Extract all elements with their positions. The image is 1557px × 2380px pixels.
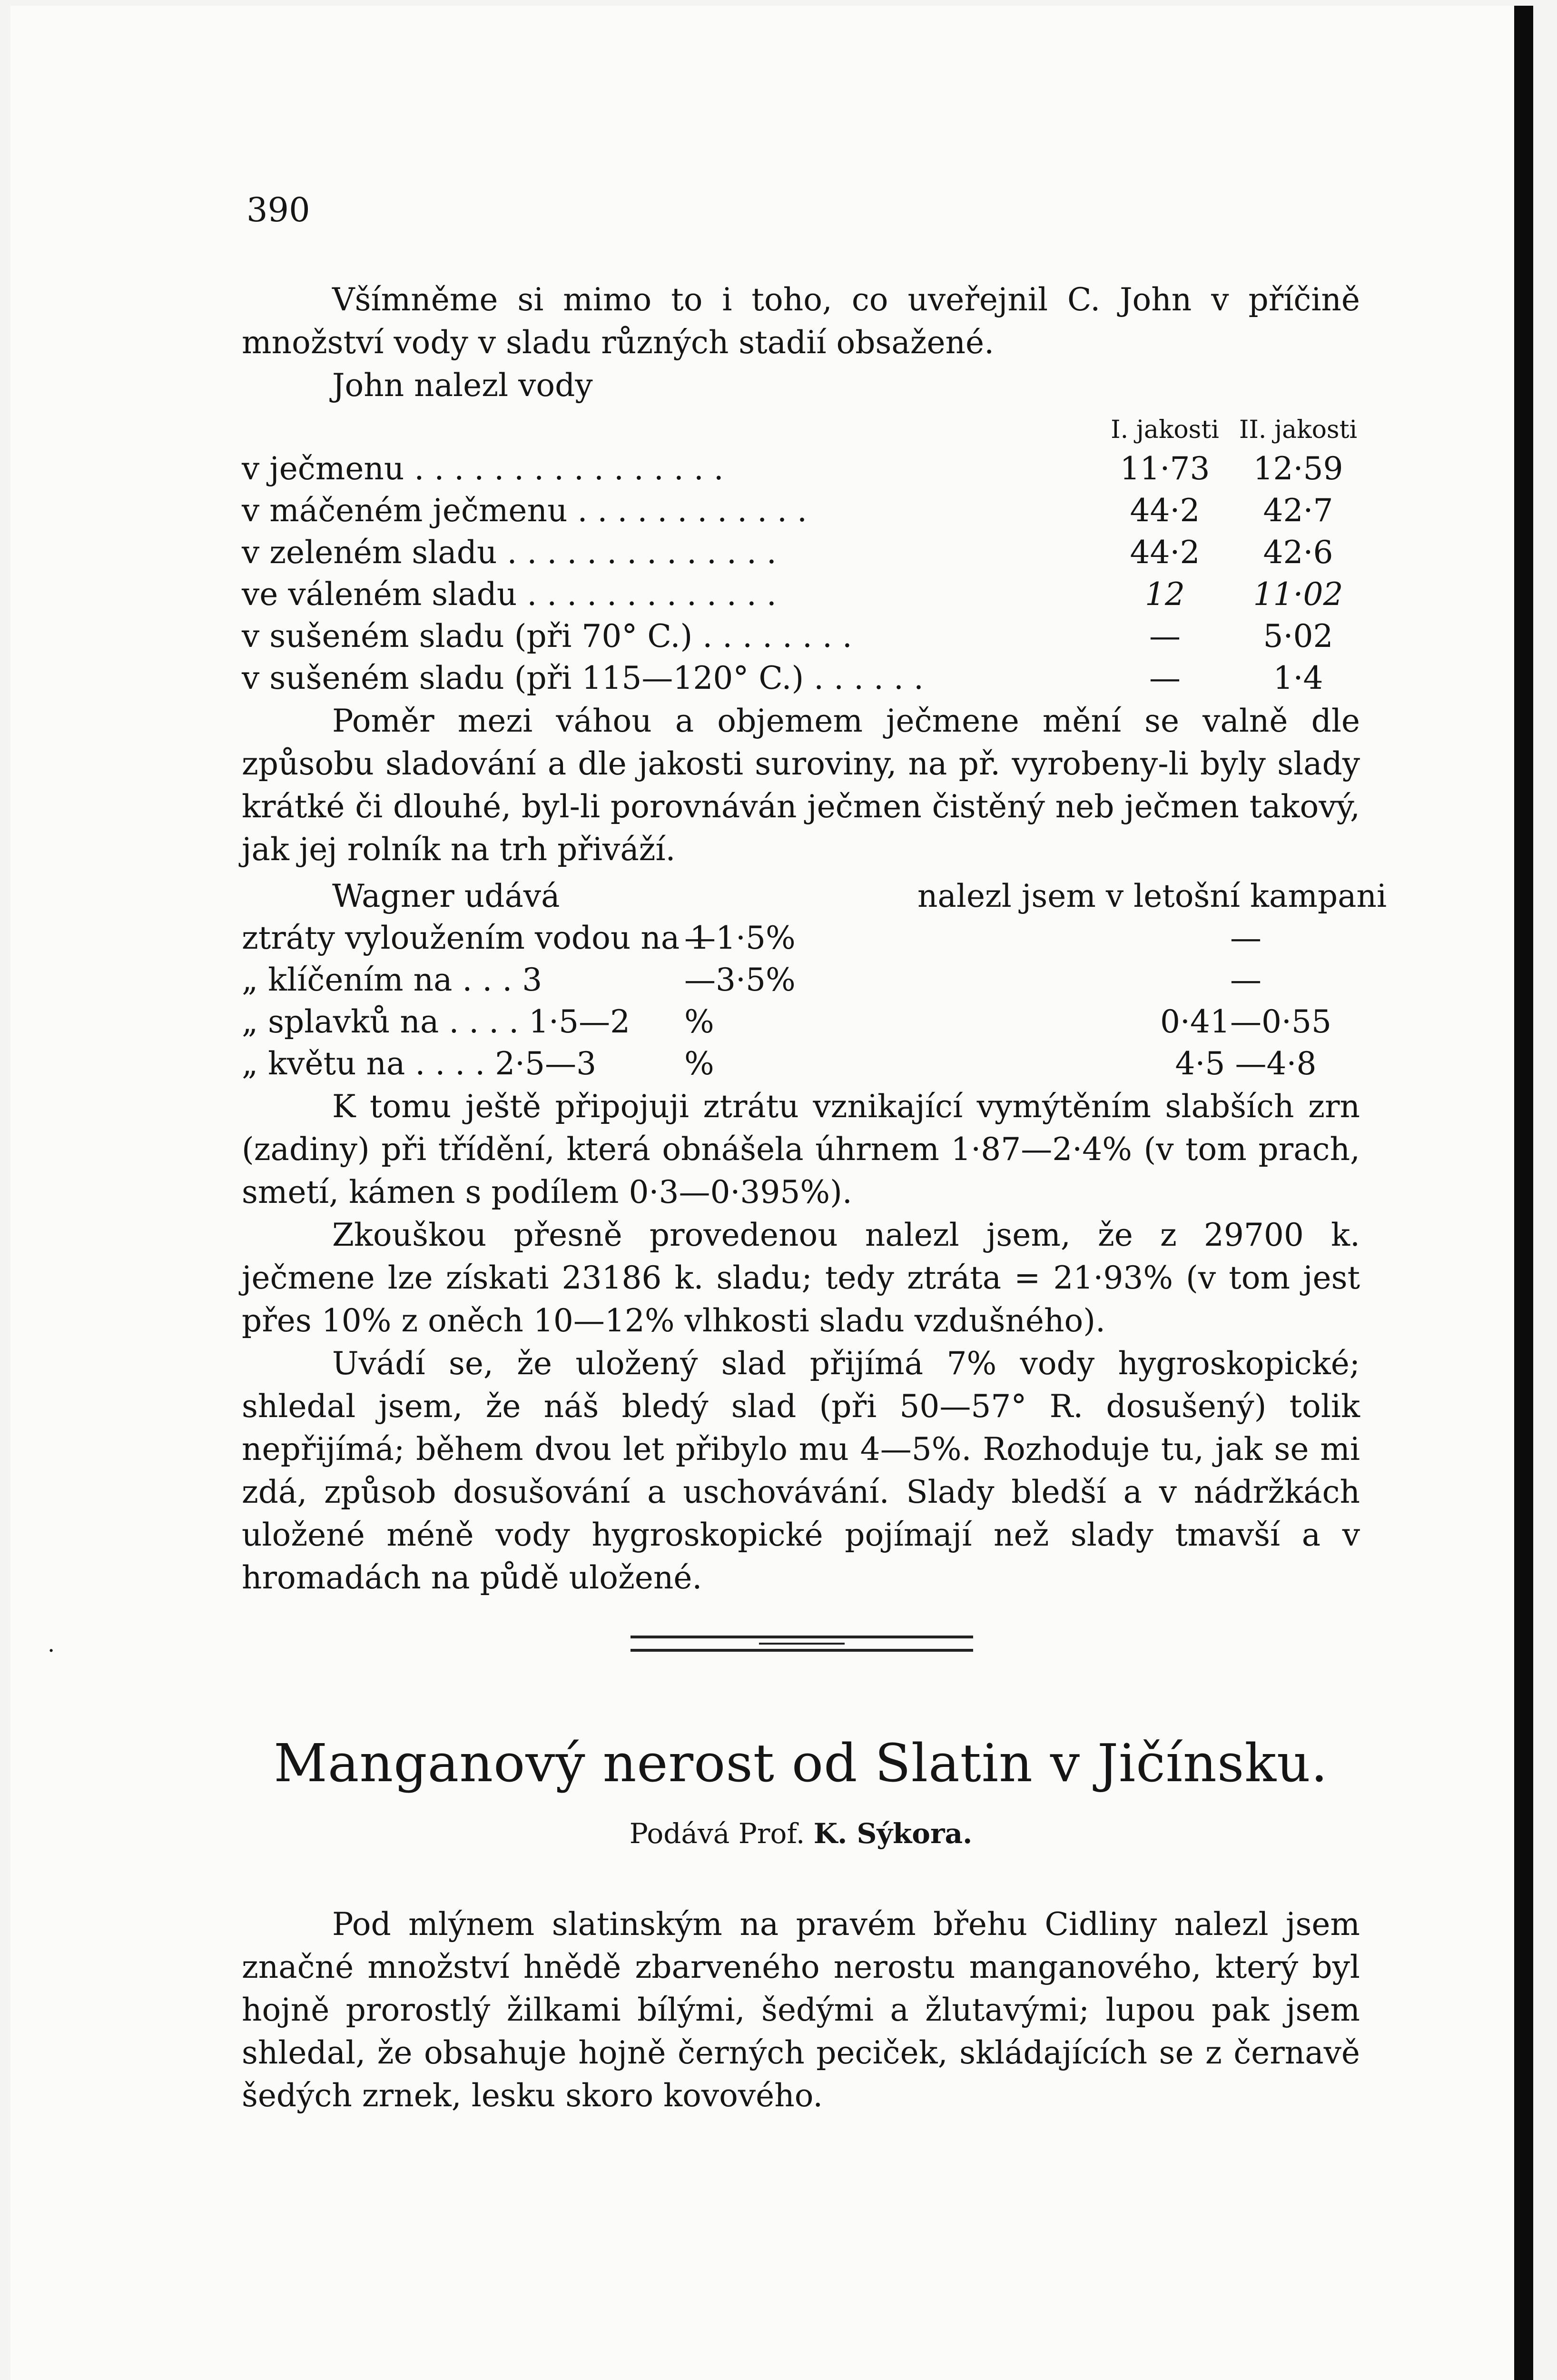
body-block xyxy=(242,1085,1360,1599)
loss-mine: — xyxy=(1230,962,1261,998)
row-value-q1: — xyxy=(1149,660,1181,696)
row-value-q1: 44·2 xyxy=(1130,534,1200,571)
row-value-q1: 12 xyxy=(1145,576,1185,613)
loss-label: „ květu na . . . . 2·5—3 xyxy=(242,1045,597,1082)
row-value-q1: 11·73 xyxy=(1120,450,1210,487)
row-value-q2: 11·02 xyxy=(1253,576,1343,613)
row-value-q2: 12·59 xyxy=(1253,450,1343,487)
loss-mine: — xyxy=(1230,920,1261,956)
row-label: v sušeném sladu (při 70° C.) . . . . . . . . xyxy=(242,618,852,654)
loss-wagner: % xyxy=(684,1045,714,1082)
row-value-q1: 44·2 xyxy=(1130,492,1200,529)
row-value-q1: — xyxy=(1149,618,1181,654)
col-header-quality-2: II. jakosti xyxy=(1239,416,1358,444)
divider-line xyxy=(631,1636,973,1638)
row-value-q2: 42·6 xyxy=(1263,534,1333,571)
loss-table-row xyxy=(242,1042,1360,1085)
ink-speck: · xyxy=(48,1637,55,1664)
loss-header-wagner: Wagner udává xyxy=(332,878,560,914)
water-table-row xyxy=(242,657,1360,700)
col-header-quality-1: I. jakosti xyxy=(1111,416,1219,444)
loss-label: ztráty vyloužením vodou na 1 xyxy=(242,920,710,956)
water-table-row xyxy=(242,573,1360,616)
loss-table-row xyxy=(242,959,1360,1002)
loss-mine: 4·5 —4·8 xyxy=(1175,1045,1317,1082)
article-title: Manganový nerost od Slatin v Jičínsku. xyxy=(274,1733,1328,1794)
intro-lead: John nalezl vody xyxy=(332,367,593,404)
water-table-row xyxy=(242,531,1360,574)
row-value-q2: 1·4 xyxy=(1273,660,1323,696)
paragraph-test: Zkouškou přesně provedenou nalezl jsem, že z 29700 k. ječmene lze získati 23186 k. sladu; tedy ztráta = 21·93% (v tom jest přes 10% z oněch 10—12% vlhkosti sladu vzdušného). xyxy=(242,1217,1360,1339)
byline-prefix: Podává Prof. xyxy=(629,1817,805,1850)
paragraph-sorting-loss: K tomu ještě připojuji ztrátu vznikající vymýtěním slabších zrn (zadiny) při třídění, která obnášela úhrnem 1·87—2·4% (v tom prach, smetí, kámen s podílem 0·3—0·395%). xyxy=(242,1088,1360,1210)
loss-wagner: % xyxy=(684,1003,714,1040)
article-body: Pod mlýnem slatinským na pravém břehu Cidliny nalezl jsem značné množství hnědě zbarveného nerostu manganového, který byl hojně prorostlý žilkami bílými, šedými a žlutavými; lupou pak jsem shledal, že obsahuje hojně černých peciček, skládajících se z černavě šedých zrnek, lesku skoro kovového. xyxy=(242,1906,1360,2114)
byline-author: K. Sýkora. xyxy=(813,1817,973,1850)
water-table-row xyxy=(242,615,1360,658)
page-number: 390 xyxy=(246,190,310,229)
loss-mine: 0·41—0·55 xyxy=(1160,1003,1331,1040)
paragraph-hygroscopic: Uvádí se, že uložený slad přijímá 7% vody hygroskopické; shledal jsem, že náš bledý slad (při 50—57° R. dosušený) tolik nepřijímá; během dvou let přibylo mu 4—5%. Rozhoduje tu, jak se mi zdá, způsob dosušování a uschovávání. Slady bledší a v nádržkách uložené méně vody hygroskopické pojímají než slady tmavší a v hromadách na půdě uložené. xyxy=(242,1345,1360,1596)
water-table-header xyxy=(242,408,1360,451)
section-divider xyxy=(631,1636,973,1656)
row-label: v sušeném sladu (při 115—120° C.) . . . . . . xyxy=(242,660,924,696)
loss-wagner: —1·5% xyxy=(684,920,796,956)
row-value-q2: 5·02 xyxy=(1263,618,1333,654)
water-table-row xyxy=(242,447,1360,490)
divider-line-short xyxy=(759,1643,845,1645)
article-body-block xyxy=(242,1903,1360,2117)
ratio-block xyxy=(242,700,1360,871)
ratio-paragraph: Poměr mezi váhou a objemem ječmene mění se valně dle způsobu sladování a dle jakosti suroviny, na př. vyrobeny-li byly slady krátké či dlouhé, byl-li porovnáván ječmen čistěný neb ječmen takový, jak jej rolník na trh přiváží. xyxy=(242,703,1360,868)
row-label: ve váleném sladu . . . . . . . . . . . . . xyxy=(242,576,777,613)
row-label: v ječmenu . . . . . . . . . . . . . . . . xyxy=(242,450,724,487)
water-table-row xyxy=(242,489,1360,532)
intro-block xyxy=(242,278,1360,407)
loss-table-row xyxy=(242,1001,1360,1043)
intro-paragraph: Všímněme si mimo to i toho, co uveřejnil C. John v příčině množství vody v sladu různých stadií obsažené. xyxy=(242,281,1360,361)
loss-table-row xyxy=(242,917,1360,960)
divider-line xyxy=(631,1649,973,1652)
row-value-q2: 42·7 xyxy=(1263,492,1333,529)
loss-label: „ splavků na . . . . 1·5—2 xyxy=(242,1003,631,1040)
row-label: v zeleném sladu . . . . . . . . . . . . . . xyxy=(242,534,777,571)
row-label: v máčeném ječmenu . . . . . . . . . . . . xyxy=(242,492,807,529)
loss-table-header xyxy=(242,875,1387,918)
loss-label: „ klíčením na . . . 3 xyxy=(242,962,542,998)
loss-header-mine: nalezl jsem v letošní kampani xyxy=(917,878,1387,914)
loss-wagner: —3·5% xyxy=(684,962,796,998)
article-byline xyxy=(242,1817,1360,1850)
